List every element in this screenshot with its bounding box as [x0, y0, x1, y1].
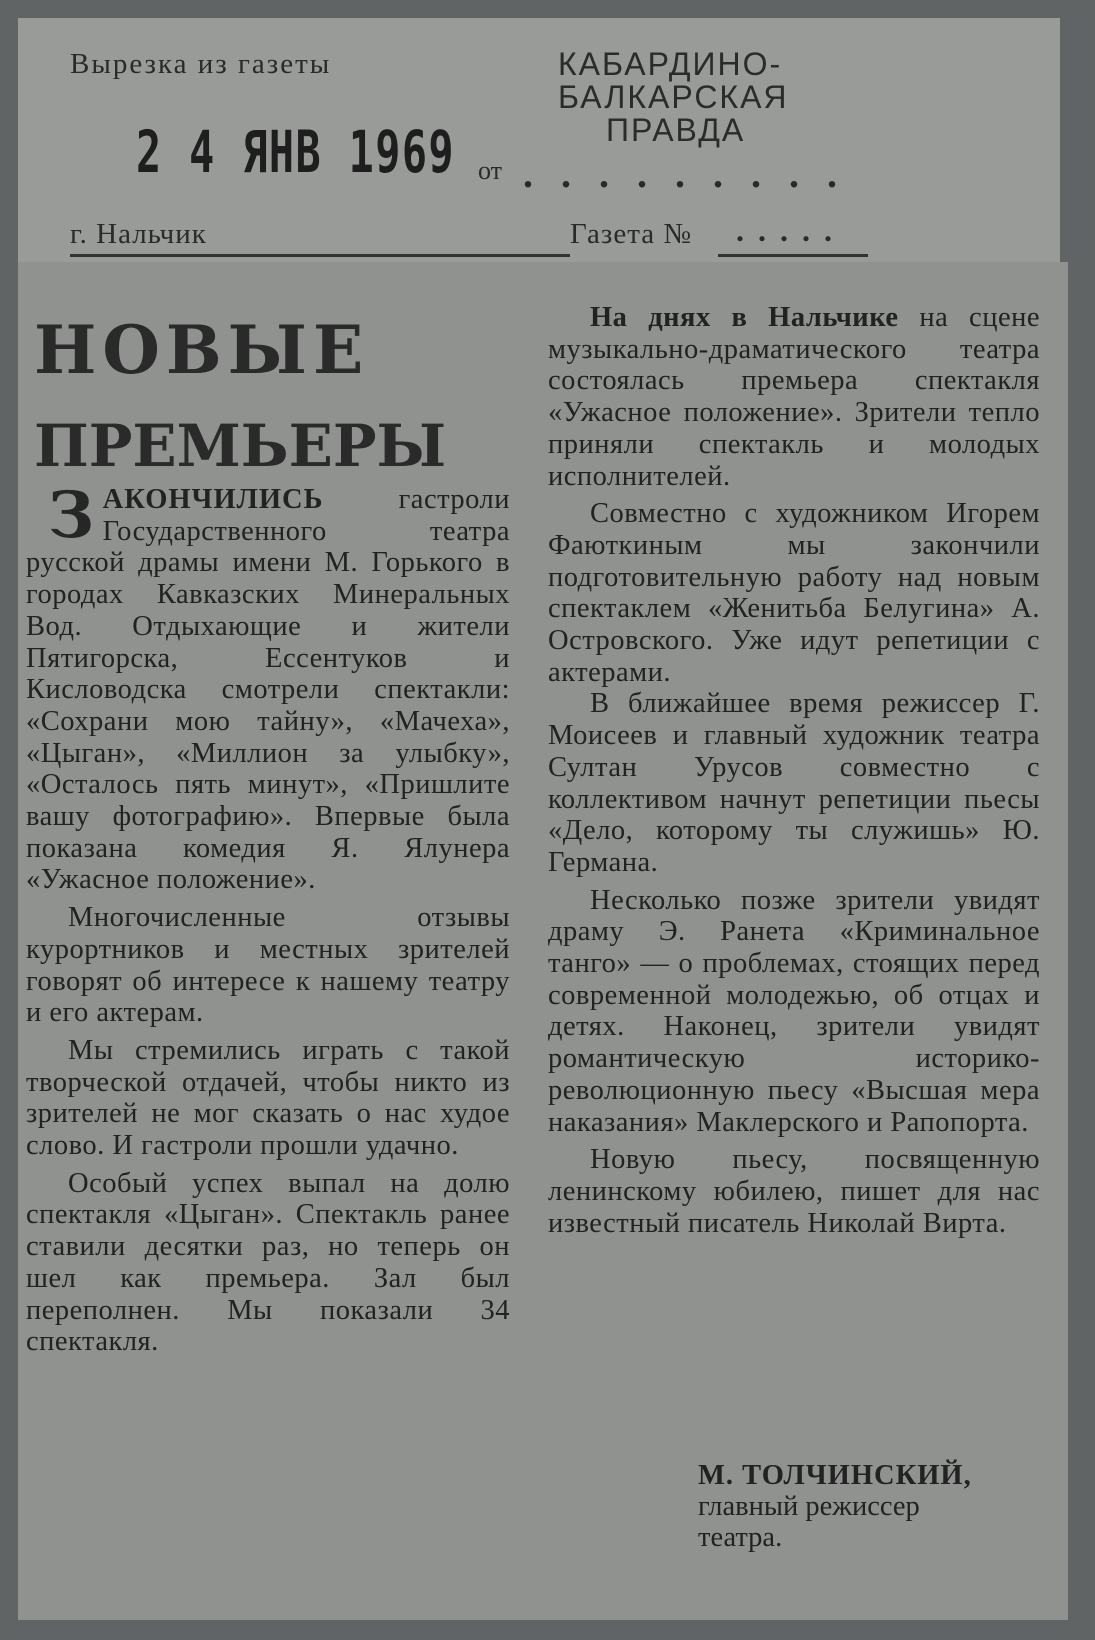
article-paragraph: Особый успех выпал на долю спектакля «Цыган». Спектакль ранее ставили десятки раз, но теперь он шел как премьера. Зал был переполнен. Мы показали 34 спектакля.: [26, 1167, 510, 1358]
newspaper-clipping: [18, 262, 1068, 1620]
paragraph-text: на сцене музыкально-драматического театра состоялась премьера спектакля «Ужасное положение». Зрители тепло приняли спектакль и молодых исполнителей.: [548, 302, 1040, 492]
issue-fill-dots: .....: [736, 212, 846, 248]
date-fill-dots: .........: [523, 151, 865, 196]
date-stamp: 2 4 ЯНВ 1969: [136, 118, 455, 186]
article-column-right: [548, 302, 1040, 1239]
article-paragraph: [26, 478, 510, 896]
paragraph-text: гастроли Государственного театра русской драмы имени М. Горького в городах Кавказских Минеральных Вод. Отдыхающие и жители Пятигорска, Ессентуков и Кисловодска смотрели спектакли: «Сохрани мою тайну», «Мачеха», «Цыган», «Миллион за улыбку», «Осталось пять минут», «Пришлите вашу фотографию». Впервые была показана комедия Я. Ялунера «Ужасное положение».: [26, 484, 510, 896]
article-column-left: [26, 478, 510, 1358]
lead-word: АКОНЧИЛИСЬ: [102, 484, 324, 515]
article-paragraph: Новую пьесу, посвященную ленинскому юбилею, пишет для нас известный писатель Николай Вирта.: [548, 1144, 1040, 1239]
divider: [70, 254, 570, 257]
article-paragraph: Мы стремились играть с такой творческой отдачей, чтобы никто из зрителей не мог сказать о нас худое слово. И гастроли прошли удачно.: [26, 1034, 510, 1162]
archive-label-slip: [18, 18, 1060, 280]
paragraph-lead: На днях в Нальчике: [590, 302, 899, 333]
article-paragraph: Несколько позже зрители увидят драму Э. Ранета «Криминальное танго» — о проблемах, стоящих перед современной молодежью, об отцах и детях. Наконец, зрители увидят романтическую историко-революционную пьесу «Высшая мера наказания» Маклерского и Рапопорта.: [548, 884, 1040, 1138]
date-prefix: от: [478, 156, 503, 185]
article-headline: [34, 302, 446, 494]
article-paragraph: В ближайшее время режиссер Г. Моисеев и главный художник театра Султан Урусов совместно с коллективом начнут репетиции пьесы «Дело, которому ты служишь» Ю. Германа.: [548, 688, 1040, 878]
author-role: театра.: [698, 1522, 783, 1553]
headline-line: НОВЫЕ: [34, 311, 370, 389]
author-role: главный режиссер: [698, 1491, 920, 1522]
issue-number-label: Газета №: [570, 218, 693, 250]
divider: [718, 254, 868, 257]
newspaper-name-line: ПРАВДА: [606, 112, 746, 148]
author-name: М. ТОЛЧИНСКИЙ,: [698, 1460, 972, 1491]
city-label: г. Нальчик: [70, 218, 207, 250]
article-paragraph: Многочисленные отзывы курортников и местных зрителей говорят об интересе к нашему театру и его актерам.: [26, 902, 510, 1029]
headline-line: ПРЕМЬЕРЫ: [34, 412, 447, 480]
clipping-label: Вырезка из газеты: [70, 48, 332, 80]
drop-cap: З: [48, 478, 95, 553]
article-paragraph: [548, 302, 1040, 492]
article-paragraph: Совместно с художником Игорем Фаюткиным мы закончили подготовительную работу над новым спектаклем «Женитьба Белугина» А. Островского. Уже идут репетиции с актерами.: [548, 498, 1040, 688]
author-signature: [698, 1460, 1058, 1553]
newspaper-name-line: БАЛКАРСКАЯ: [558, 79, 789, 115]
newspaper-name: [558, 48, 789, 147]
newspaper-name-line: КАБАРДИНО-: [558, 46, 783, 82]
